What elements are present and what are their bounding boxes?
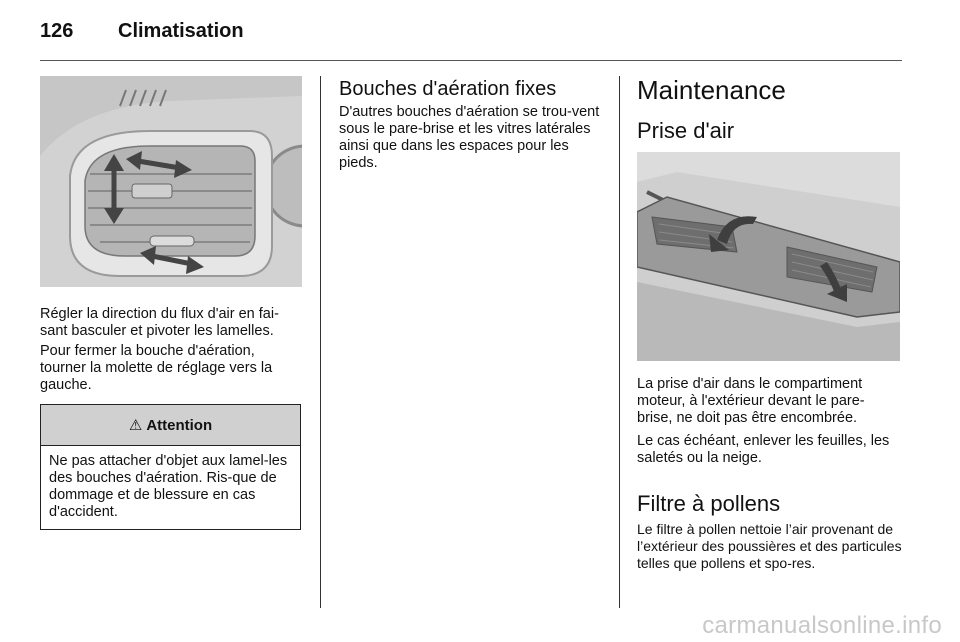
- column-divider-1: [320, 76, 321, 608]
- air-intake-heading: Prise d'air: [637, 118, 735, 143]
- warning-text: Ne pas attacher d'objet aux lamel-les des bouches d'aération. Ris-que de dommage et de blessure en cas d'accident.: [49, 453, 288, 520]
- air-intake-paragraph: La prise d'air dans le compartiment moteur, à l'extérieur devant le pare-brise, ne doit pas être encombrée.: [637, 376, 865, 426]
- air-intake-illustration: [637, 152, 900, 361]
- pollen-filter-paragraph: Le filtre à pollen nettoie l’air provenant de l’extérieur des poussières et des particules telles que pollens et spo-res.: [637, 521, 902, 571]
- vent-direction-paragraph: Régler la direction du flux d'air en fai-sant basculer et pivoter les lamelles.: [40, 306, 279, 339]
- warning-box: [40, 404, 301, 530]
- warning-title: Attention: [146, 416, 213, 434]
- header-divider: [40, 60, 902, 61]
- column-divider-2: [619, 76, 620, 608]
- watermark: carmanualsonline.info: [702, 612, 942, 639]
- chapter-title: Climatisation: [118, 20, 244, 42]
- air-vent-illustration: [40, 76, 302, 287]
- pollen-filter-heading: Filtre à pollens: [637, 491, 781, 516]
- warning-triangle-icon: ⚠: [128, 417, 143, 434]
- warning-header: [41, 405, 300, 446]
- air-intake-cleaning-paragraph: Le cas échéant, enlever les feuilles, les saletés ou la neige.: [637, 433, 890, 466]
- vent-close-paragraph: Pour fermer la bouche d'aération, tourner la molette de réglage vers la gauche.: [40, 343, 273, 393]
- maintenance-heading: Maintenance: [637, 75, 786, 105]
- fixed-vents-heading: Bouches d'aération fixes: [339, 78, 557, 100]
- fixed-vents-paragraph: D'autres bouches d'aération se trou-vent sous le pare-brise et les vitres latérales ainsi que dans les espaces pour les pieds.: [339, 104, 600, 171]
- page-number: 126: [40, 20, 74, 42]
